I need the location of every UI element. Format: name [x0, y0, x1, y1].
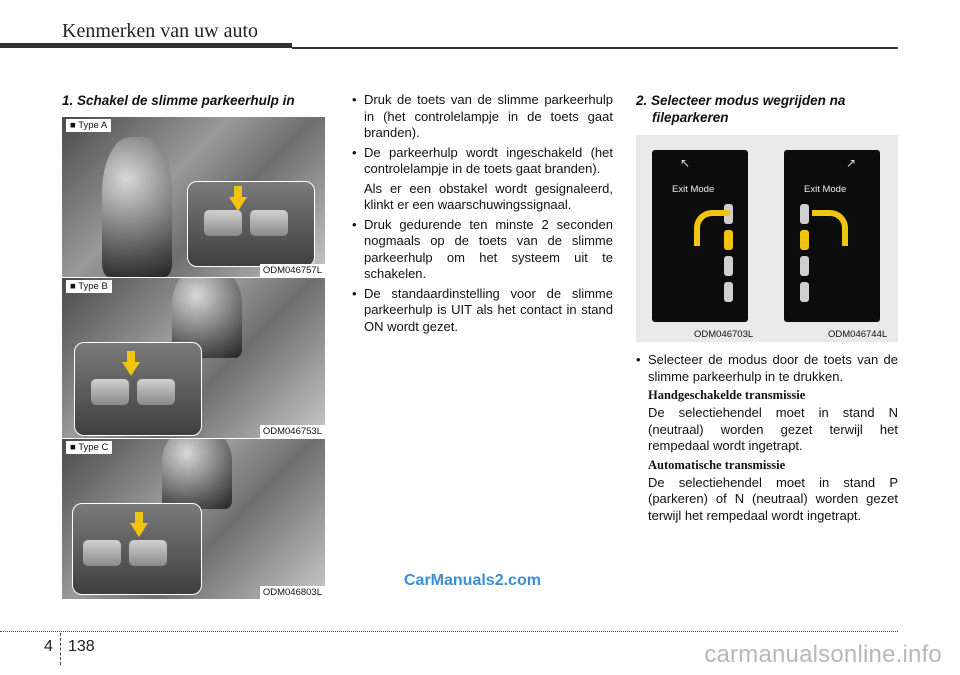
section-title-2 — [636, 92, 898, 126]
arrow-down-icon — [122, 362, 140, 376]
watermark-link[interactable]: CarManuals2.com — [404, 572, 541, 589]
header-rule-thick — [0, 43, 292, 48]
page-number: 138 — [68, 638, 95, 655]
list-item-continuation: Als er een obstakel wordt gesignaleerd, klinkt er een waarschuwingssignaal. — [364, 180, 613, 212]
page-header-title: Kenmerken van uw auto — [62, 20, 259, 42]
footer-divider — [60, 633, 61, 665]
paragraph: De selectiehendel moet in stand N (neutraal) worden gezet terwijl het rempedaal wordt ingetrapt. — [648, 405, 898, 453]
header-rule-thin — [292, 47, 898, 49]
figure-exit-mode — [636, 135, 898, 342]
button-inset-a — [187, 181, 315, 267]
exit-mode-label: Exit Mode — [672, 184, 715, 195]
figure-code: ODM046744L — [828, 329, 888, 340]
right-text — [636, 352, 898, 527]
section-title-line: 2. Selecteer modus wegrijden na — [636, 93, 846, 108]
list-item: • De standaardinstelling voor de slimme parkeerhulp is UIT als het contact in stand ON wordt gezet. — [352, 286, 613, 336]
arrow-up-left-icon: ↖ — [680, 156, 691, 170]
middle-column — [352, 92, 613, 338]
figure-type-c — [62, 439, 325, 599]
figure-code: ODM046703L — [694, 329, 754, 340]
figure-code: ODM046757L — [260, 264, 325, 277]
figure-type-label: ■ Type B — [66, 280, 112, 293]
button-inset-c — [72, 503, 202, 595]
paragraph: De selectiehendel moet in stand P (parkeren) of N (neutraal) worden gezet terwijl het rempedaal wordt ingetrapt. — [648, 474, 898, 523]
figure-code: ODM046753L — [260, 425, 325, 438]
arrow-up-right-icon: ↗ — [846, 156, 857, 170]
list-item: • Druk de toets van de slimme parkeerhulp in (het controlelampje in de toets gaat branden). — [352, 92, 613, 142]
figure-type-b — [62, 278, 325, 438]
exit-mode-label: Exit Mode — [804, 184, 847, 195]
display-screen-right — [784, 150, 880, 322]
section-title-line: fileparkeren — [652, 110, 729, 125]
figure-type-a — [62, 117, 325, 277]
arrow-down-icon — [229, 197, 247, 211]
list-item: • Druk gedurende ten minste 2 seconden nogmaals op de toets van de slimme parkeerhulp om het systeem uit te schakelen. — [352, 217, 613, 283]
site-watermark: carmanualsonline.info — [704, 641, 942, 668]
subheading-automatic: Automatische transmissie — [648, 457, 786, 472]
exit-path-left-icon — [694, 210, 730, 246]
exit-path-right-icon — [812, 210, 848, 246]
list-item: • De parkeerhulp wordt ingeschakeld (het controlelampje in de toets gaat branden). — [352, 145, 613, 178]
figure-type-label: ■ Type A — [66, 119, 111, 132]
instruction-list — [636, 352, 898, 385]
figure-type-label: ■ Type C — [66, 441, 112, 454]
display-screen-left — [652, 150, 748, 322]
arrow-down-icon — [130, 523, 148, 537]
list-item: • Selecteer de modus door de toets van de slimme parkeerhulp in te drukken. — [636, 352, 898, 385]
instruction-list — [352, 92, 613, 335]
section-title-1: 1. Schakel de slimme parkeerhulp in — [62, 93, 295, 108]
subheading-manual: Handgeschakelde transmissie — [648, 388, 806, 402]
footer-rule — [0, 631, 898, 633]
button-inset-b — [74, 342, 202, 436]
chapter-number: 4 — [44, 638, 53, 655]
figure-code: ODM046803L — [260, 586, 325, 599]
